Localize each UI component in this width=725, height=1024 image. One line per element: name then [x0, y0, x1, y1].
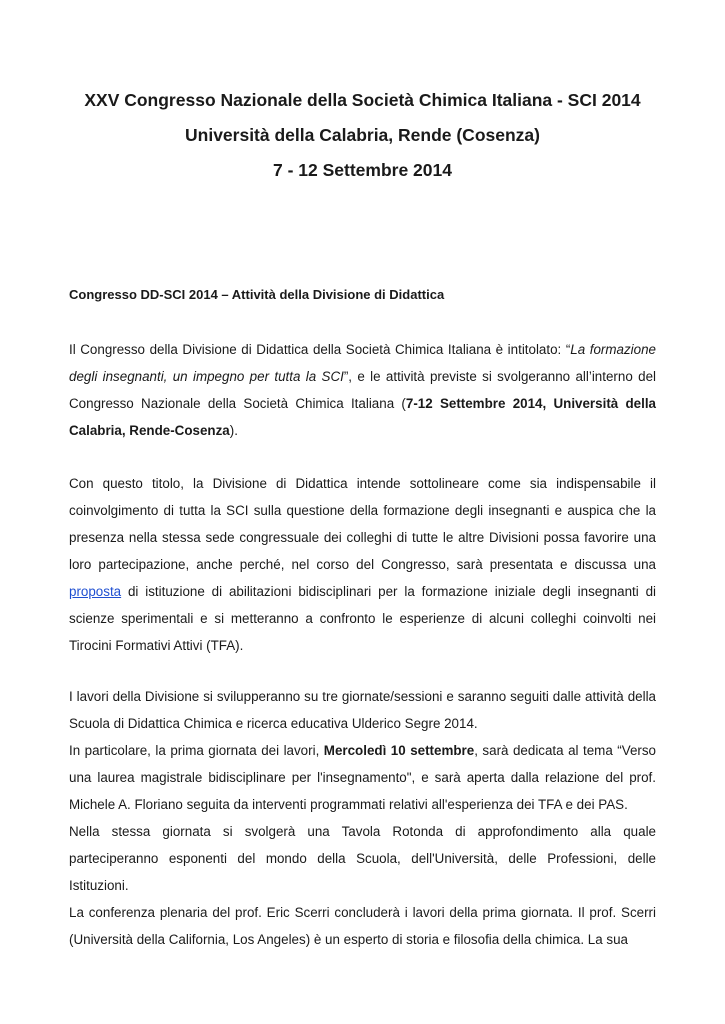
congress-title: XXV Congresso Nazionale della Società Chimica Italiana - SCI 2014 [84, 90, 641, 110]
program-sentence-2b: , sarà dedicata al tema “Verso una laurea magistrale bidisciplinare per l'insegnamento", e sarà aperta dalla relazione del prof. Michele A. Floriano seguita da interventi programmati relativi all'esperienza dei TFA e dei PAS. [69, 743, 656, 812]
purpose-text-b: di istituzione di abilitazioni bidisciplinari per la formazione iniziale degli insegnanti di scienze sperimentali e si metteranno a confronto le esperienze di alcuni colleghi coinvolti nei Tirocini Formativi Attivi (TFA). [69, 584, 656, 653]
proposta-link[interactable]: proposta [69, 584, 122, 599]
purpose-text-a: Con questo titolo, la Divisione di Didattica intende sottolineare come sia indispensabile il coinvolgimento di tutta la SCI sulla questione della formazione degli insegnanti e auspica che la presenza nella stessa sede congressuale dei colleghi di tutte le altre Divisioni possa favorire una loro partecipazione, anche perché, nel corso del Congresso, sarà presentata e discussa una [69, 476, 656, 572]
program-sentence-1: I lavori della Divisione si svilupperanno su tre giornate/sessioni e saranno seguiti dalle attività della Scuola di Didattica Chimica e ricerca educativa Ulderico Segre 2014. [69, 689, 656, 731]
program-sentence-2a: In particolare, la prima giornata dei lavori, [69, 743, 324, 758]
paragraph-purpose [69, 470, 656, 659]
paragraph-program [69, 683, 656, 953]
program-day-bold: Mercoledì 10 settembre [323, 743, 475, 758]
congress-dates: 7 - 12 Settembre 2014 [273, 160, 452, 180]
congress-venue: Università della Calabria, Rende (Cosenza) [185, 125, 540, 145]
intro-dates-bold: 7-12 Settembre 2014, Università della Calabria, Rende-Cosenza [69, 396, 657, 438]
program-sentence-3: Nella stessa giornata si svolgerà una Tavola Rotonda di approfondimento alla quale parteciperanno esponenti del mondo della Scuola, dell'Università, delle Professioni, delle Istituzioni. [69, 824, 656, 893]
program-sentence-4: La conferenza plenaria del prof. Eric Scerri concluderà i lavori della prima giornata. Il prof. Scerri (Università della California, Los Angeles) è un esperto di storia e filosofia della chimica. La sua [69, 905, 656, 947]
intro-text-c: ). [229, 423, 238, 438]
intro-title-italic: La formazione degli insegnanti, un impegno per tutta la SCI [69, 342, 656, 384]
intro-text-b: ”, e le attività previste si svolgeranno all’interno del Congresso Nazionale della Società Chimica Italiana ( [69, 369, 656, 411]
section-heading: Congresso DD-SCI 2014 – Attività della Divisione di Didattica [69, 287, 445, 302]
paragraph-intro [69, 336, 656, 444]
intro-text-a: Il Congresso della Divisione di Didattica della Società Chimica Italiana è intitolato: “ [69, 342, 571, 357]
